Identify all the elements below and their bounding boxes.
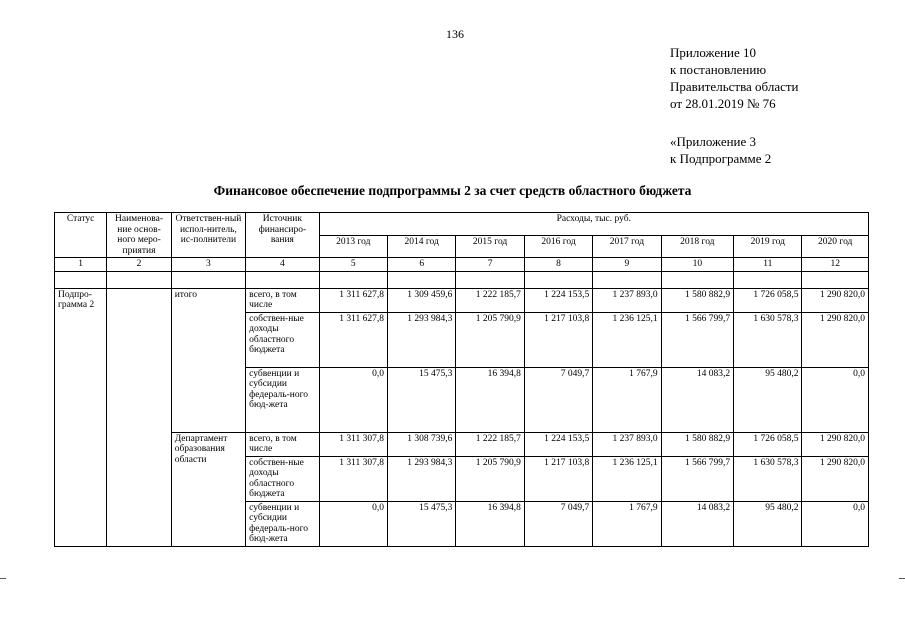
- value-cell: 1 237 893,0: [593, 288, 661, 312]
- value-cell: 1 767,9: [593, 367, 661, 432]
- value-cell: 1 630 578,3: [734, 312, 802, 367]
- value-cell: 1 290 820,0: [802, 288, 869, 312]
- value-cell: 16 394,8: [456, 501, 524, 546]
- value-cell: 1 630 578,3: [734, 456, 802, 501]
- header-year: 2019 год: [734, 235, 802, 258]
- value-cell: 1 580 882,9: [661, 432, 733, 456]
- value-cell: 0,0: [802, 367, 869, 432]
- header-year: 2015 год: [456, 235, 524, 258]
- value-cell: 0,0: [802, 501, 869, 546]
- column-index-row: [55, 258, 869, 272]
- value-cell: 1 224 153,5: [524, 288, 592, 312]
- value-cell: 1 726 058,5: [734, 432, 802, 456]
- header-expenses: Расходы, тыс. руб.: [319, 213, 868, 236]
- appendix-line: Правительства области: [670, 79, 799, 94]
- appendix-line: от 28.01.2019 № 76: [670, 96, 776, 111]
- value-cell: 1 308 739,6: [388, 432, 456, 456]
- value-cell: 7 049,7: [524, 501, 592, 546]
- status-cell: Подпро-грамма 2: [55, 288, 107, 546]
- value-cell: 1 217 103,8: [524, 312, 592, 367]
- appendix-block-2: [670, 133, 771, 167]
- column-index: 1: [55, 258, 107, 272]
- appendix-block: [670, 44, 799, 112]
- appendix-line: к постановлению: [670, 62, 767, 77]
- column-index: 11: [734, 258, 802, 272]
- scan-margin-mark: [0, 578, 6, 579]
- spacer-row: [55, 271, 869, 288]
- funding-source-cell: собствен-ные доходы областного бюджета: [246, 456, 319, 501]
- value-cell: 1 566 799,7: [661, 312, 733, 367]
- table-row: [55, 432, 869, 456]
- column-index: 7: [456, 258, 524, 272]
- value-cell: 1 217 103,8: [524, 456, 592, 501]
- value-cell: 15 475,3: [388, 367, 456, 432]
- header-funding-source: Источник финансиро-вания: [246, 213, 319, 258]
- header-year: 2013 год: [319, 235, 387, 258]
- column-index: 2: [107, 258, 171, 272]
- column-index: 9: [593, 258, 661, 272]
- document-title: Финансовое обеспечение подпрограммы 2 за счет средств областного бюджета: [213, 183, 692, 198]
- value-cell: 1 309 459,6: [388, 288, 456, 312]
- financing-table: [54, 212, 869, 547]
- funding-source-cell: всего, в том числе: [246, 432, 319, 456]
- value-cell: 1 205 790,9: [456, 312, 524, 367]
- column-index: 6: [388, 258, 456, 272]
- page-number: 136: [446, 27, 464, 41]
- value-cell: 1 222 185,7: [456, 288, 524, 312]
- value-cell: 1 222 185,7: [456, 432, 524, 456]
- appendix-line: Приложение 10: [670, 45, 757, 60]
- header-row: [55, 213, 869, 236]
- column-index: 4: [246, 258, 319, 272]
- header-year: 2018 год: [661, 235, 733, 258]
- value-cell: 1 290 820,0: [802, 432, 869, 456]
- value-cell: 15 475,3: [388, 501, 456, 546]
- column-index: 10: [661, 258, 733, 272]
- value-cell: 1 311 307,8: [319, 432, 387, 456]
- value-cell: 1 726 058,5: [734, 288, 802, 312]
- value-cell: 1 237 893,0: [593, 432, 661, 456]
- value-cell: 1 205 790,9: [456, 456, 524, 501]
- header-executor: Ответствен-ный испол-нитель, ис-полнители: [171, 213, 245, 258]
- header-activity-name: Наименова-ние основ-ного меро-приятия: [107, 213, 171, 258]
- value-cell: 1 290 820,0: [802, 312, 869, 367]
- column-index: 12: [802, 258, 869, 272]
- value-cell: 95 480,2: [734, 367, 802, 432]
- value-cell: 1 580 882,9: [661, 288, 733, 312]
- value-cell: 0,0: [319, 367, 387, 432]
- value-cell: 14 083,2: [661, 367, 733, 432]
- value-cell: 1 224 153,5: [524, 432, 592, 456]
- value-cell: 1 293 984,3: [388, 312, 456, 367]
- value-cell: 1 290 820,0: [802, 456, 869, 501]
- value-cell: 0,0: [319, 501, 387, 546]
- header-year: 2016 год: [524, 235, 592, 258]
- value-cell: 1 311 307,8: [319, 456, 387, 501]
- activity-name-cell: [107, 288, 171, 546]
- header-status: Статус: [55, 213, 107, 258]
- header-year: 2014 год: [388, 235, 456, 258]
- value-cell: 1 311 627,8: [319, 312, 387, 367]
- appendix-line: к Подпрограмме 2: [670, 151, 772, 166]
- appendix-line: «Приложение 3: [670, 134, 757, 149]
- funding-source-cell: собствен-ные доходы областного бюджета: [246, 312, 319, 367]
- funding-source-cell: субвенции и субсидии федераль-ного бюд-жета: [246, 367, 319, 432]
- value-cell: 1 236 125,1: [593, 456, 661, 501]
- value-cell: 14 083,2: [661, 501, 733, 546]
- column-index: 8: [524, 258, 592, 272]
- column-index: 3: [171, 258, 245, 272]
- executor-cell: итого: [171, 288, 245, 432]
- value-cell: 1 293 984,3: [388, 456, 456, 501]
- value-cell: 1 311 627,8: [319, 288, 387, 312]
- executor-cell: Департамент образования области: [171, 432, 245, 546]
- value-cell: 16 394,8: [456, 367, 524, 432]
- funding-source-cell: всего, в том числе: [246, 288, 319, 312]
- column-index: 5: [319, 258, 387, 272]
- value-cell: 7 049,7: [524, 367, 592, 432]
- value-cell: 1 767,9: [593, 501, 661, 546]
- value-cell: 1 566 799,7: [661, 456, 733, 501]
- value-cell: 95 480,2: [734, 501, 802, 546]
- header-year: 2017 год: [593, 235, 661, 258]
- value-cell: 1 236 125,1: [593, 312, 661, 367]
- table-row: [55, 288, 869, 312]
- funding-source-cell: субвенции и субсидии федераль-ного бюд-жета: [246, 501, 319, 546]
- scan-margin-mark: [899, 578, 905, 579]
- header-year: 2020 год: [802, 235, 869, 258]
